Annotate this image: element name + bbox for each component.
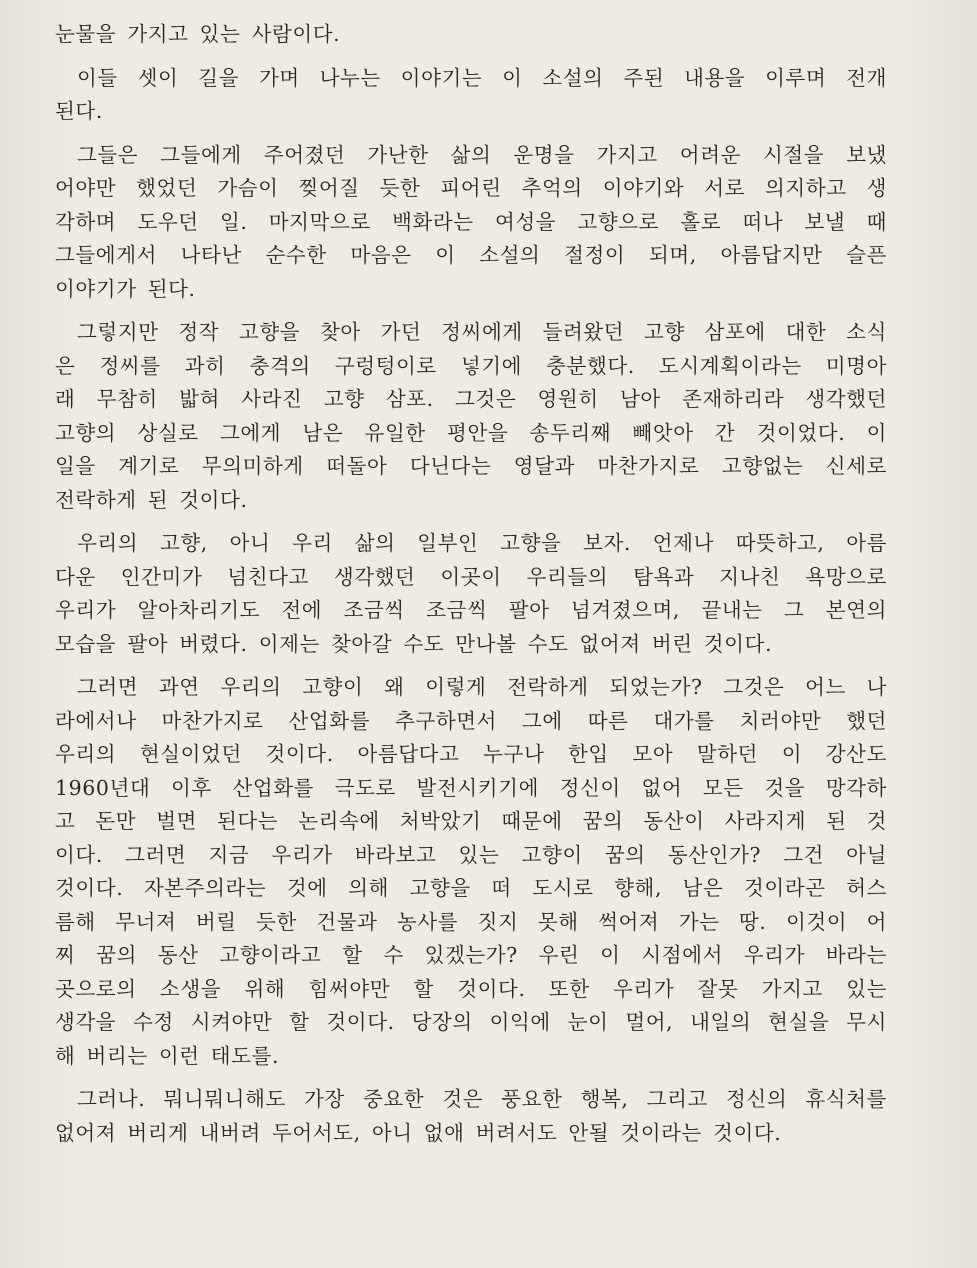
text-line: 찌 꿈의 동산 고향이라고 할 수 있겠는가? 우린 이 시점에서 우리가 바라는 [55,943,887,967]
text-line: 어야만 했었던 가슴이 찢어질 듯한 피어린 추억의 이야기와 서로 의지하고 생 [55,176,887,200]
text-line: 우리가 알아차리기도 전에 조금씩 조금씩 팔아 넘겨졌으며, 끝내는 그 본연의 [55,598,887,622]
text-line: 각하며 도우던 일. 마지막으로 백화라는 여성을 고향으로 홀로 떠나 보낼 때 [55,209,887,234]
text-line: 이들 셋이 길을 가며 나누는 이야기는 이 소설의 주된 내용을 이루며 전개 [77,65,887,90]
text-line: 그러나. 뭐니뭐니해도 가장 중요한 것은 풍요한 행복, 그리고 정신의 휴식처를 [77,1087,887,1111]
text-line: 그들에게서 나타난 순수한 마음은 이 소설의 절정이 되며, 아름답지만 슬픈 [55,243,887,267]
essay-body [55,18,887,1150]
text-line: 이다. 그러면 지금 우리가 바라보고 있는 고향이 꿈의 동산인가? 그건 아닐 [55,842,887,867]
text-line: 그들은 그들에게 주어졌던 가난한 삶의 운명을 가지고 어려운 시절을 보냈 [77,142,887,167]
text-line: 생각을 수정 시켜야만 할 것이다. 당장의 이익에 눈이 멀어, 내일의 현실을 무시 [55,1010,887,1034]
text-line: 이야기가 된다. [55,276,196,301]
text-line: 은 정씨를 과히 충격의 구렁텅이로 넣기에 충분했다. 도시계획이라는 미명아 [55,353,887,378]
text-line: 고 돈만 벌면 된다는 논리속에 처박았기 때문에 꿈의 동산이 사라지게 된 것 [55,809,887,833]
text-line: 우리의 현실이었던 것이다. 아름답다고 누구나 한입 모아 말하던 이 강산도 [55,742,887,766]
text-line: 것이다. 자본주의라는 것에 의해 고향을 떠 도시로 향해, 남은 것이라곤 허스 [55,876,887,900]
text-line: 된다. [55,99,103,123]
text-line: 우리의 고향, 아니 우리 삶의 일부인 고향을 보자. 언제나 따뜻하고, 아름 [77,531,887,555]
text-line: 라에서나 마찬가지로 산업화를 추구하면서 그에 따른 대가를 치러야만 했던 [55,708,887,733]
text-line: 래 무참히 밟혀 사라진 고향 삼포. 그것은 영원히 남아 존재하리라 생각했던 [55,387,887,411]
text-line: 눈물을 가지고 있는 사람이다. [55,22,341,46]
text-line: 곳으로의 소생을 위해 힘써야만 할 것이다. 또한 우리가 잘못 가지고 있는 [55,976,887,1001]
text-line: 고향의 상실로 그에게 남은 유일한 평안을 송두리째 빼앗아 간 것이었다. 이 [55,420,887,445]
text-line: 그렇지만 정작 고향을 찾아 가던 정씨에게 들려왔던 고향 삼포에 대한 소식 [77,320,887,344]
text-line: 모습을 팔아 버렸다. 이제는 찾아갈 수도 만나볼 수도 없어져 버린 것이다. [55,631,773,656]
text-line: 일을 계기로 무의미하게 떠돌아 다닌다는 영달과 마찬가지로 고향없는 신세로 [55,454,887,478]
text-line: 전락하게 된 것이다. [55,487,248,512]
text-line: 없어져 버리게 내버려 두어서도, 아니 없애 버려서도 안될 것이라는 것이다. [55,1120,782,1145]
text-line: 름해 무너져 버릴 듯한 건물과 농사를 짓지 못해 썩어져 가는 땅. 이것이 어 [55,909,887,934]
text-line: 해 버리는 이런 태도를. [55,1043,280,1068]
text-line: 다운 인간미가 넘친다고 생각했던 이곳이 우리들의 탐욕과 지나친 욕망으로 [55,564,887,589]
text-line: 1960년대 이후 산업화를 극도로 발전시키기에 정신이 없어 모든 것을 망각하 [55,775,887,800]
text-line: 그러면 과연 우리의 고향이 왜 이렇게 전락하게 되었는가? 그것은 어느 나 [77,675,887,699]
